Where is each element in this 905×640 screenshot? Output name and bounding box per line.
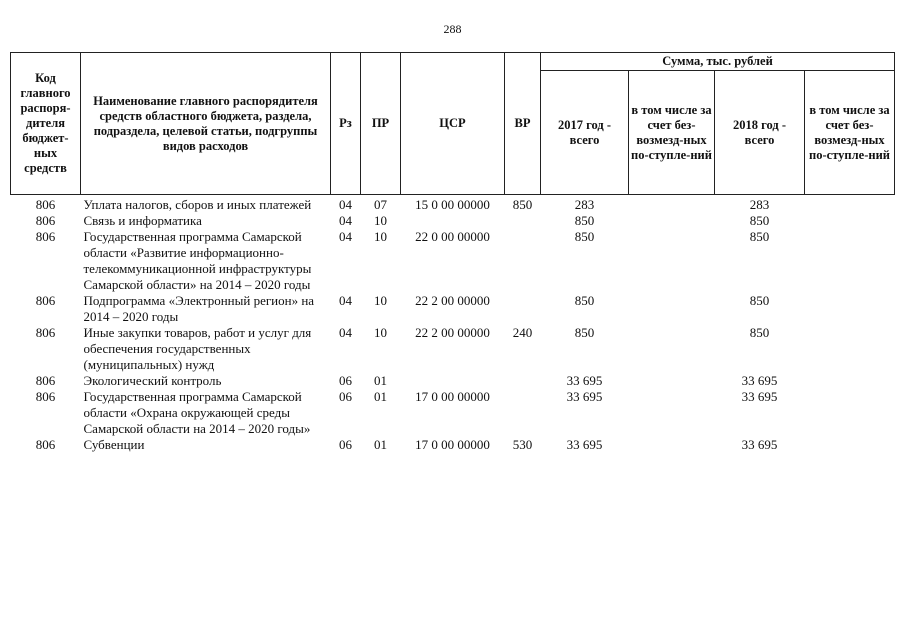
cell-sum-2017: 850	[574, 229, 595, 244]
header-code: Код главного распоря-дителя бюджет-ных средств	[11, 53, 81, 195]
cell-sum-2017: 850	[574, 213, 595, 228]
table-row	[11, 325, 895, 373]
cell-name: Иные закупки товаров, работ и услуг для обеспечения государственных (муниципальных) нужд	[83, 325, 312, 372]
cell-code: 806	[35, 325, 56, 340]
cell-pr: 10	[374, 325, 387, 340]
cell-csr	[401, 213, 505, 229]
table-row	[11, 293, 895, 325]
table-row	[11, 195, 895, 214]
cell-grant-2017	[629, 213, 715, 229]
cell-grant-2018	[805, 229, 895, 293]
cell-pr: 10	[374, 293, 387, 308]
cell-vr: 850	[512, 197, 533, 212]
cell-code: 806	[35, 373, 56, 388]
cell-grant-2017	[629, 195, 715, 214]
cell-name: Подпрограмма «Электронный регион» на 2014 – 2020 годы	[83, 293, 315, 324]
header-csr: ЦСР	[401, 53, 505, 195]
cell-grant-2018	[805, 213, 895, 229]
cell-csr: 22 2 00 00000	[415, 325, 490, 340]
cell-sum-2018: 850	[749, 229, 770, 244]
cell-grant-2017	[629, 325, 715, 373]
cell-grant-2018	[805, 437, 895, 453]
cell-csr	[401, 373, 505, 389]
header-sum-group: Сумма, тыс. рублей	[541, 53, 895, 71]
cell-code: 806	[35, 293, 56, 308]
header-vr: ВР	[505, 53, 541, 195]
cell-rz: 06	[339, 437, 352, 452]
cell-vr: 240	[512, 325, 533, 340]
cell-pr: 10	[374, 229, 387, 244]
cell-pr: 01	[374, 437, 387, 452]
table-row	[11, 437, 895, 453]
table-header	[11, 53, 895, 195]
cell-rz: 04	[339, 213, 352, 228]
cell-sum-2018: 33 695	[741, 373, 778, 388]
cell-code: 806	[35, 389, 56, 404]
page-number: 288	[443, 22, 462, 36]
cell-sum-2018: 283	[749, 197, 770, 212]
cell-csr: 17 0 00 00000	[415, 389, 490, 404]
cell-grant-2017	[629, 373, 715, 389]
cell-code: 806	[35, 197, 56, 212]
cell-vr	[505, 213, 541, 229]
cell-grant-2017	[629, 437, 715, 453]
header-total-2018: 2018 год - всего	[715, 71, 805, 195]
cell-sum-2017: 850	[574, 325, 595, 340]
cell-grant-2018	[805, 373, 895, 389]
cell-grant-2018	[805, 389, 895, 437]
cell-grant-2018	[805, 195, 895, 214]
table-row	[11, 229, 895, 293]
cell-vr: 530	[512, 437, 533, 452]
cell-sum-2018: 850	[749, 293, 770, 308]
cell-sum-2018: 33 695	[741, 437, 778, 452]
cell-pr: 01	[374, 389, 387, 404]
cell-csr: 22 0 00 00000	[415, 229, 490, 244]
cell-rz: 06	[339, 373, 352, 388]
cell-name: Государственная программа Самарской области «Охрана окружающей среды Самарской области на 2014 – 2020 годы»	[83, 389, 311, 436]
cell-pr: 01	[374, 373, 387, 388]
budget-table	[10, 52, 895, 453]
table-row	[11, 373, 895, 389]
cell-sum-2017: 33 695	[566, 389, 603, 404]
header-grant-2018: в том числе за счет без-возмезд-ных по-ступле-ний	[805, 71, 895, 195]
header-pr: ПР	[361, 53, 401, 195]
cell-name: Субвенции	[83, 437, 145, 452]
cell-csr: 22 2 00 00000	[415, 293, 490, 308]
cell-sum-2017: 283	[574, 197, 595, 212]
cell-sum-2017: 33 695	[566, 437, 603, 452]
table-body	[11, 195, 895, 454]
header-name: Наименование главного распорядителя средств областного бюджета, раздела, подраздела, целевой статьи, подгруппы видов расходов	[81, 53, 331, 195]
cell-pr: 10	[374, 213, 387, 228]
cell-sum-2018: 850	[749, 325, 770, 340]
table-row	[11, 213, 895, 229]
cell-csr: 15 0 00 00000	[415, 197, 490, 212]
cell-code: 806	[35, 437, 56, 452]
cell-grant-2017	[629, 293, 715, 325]
cell-grant-2017	[629, 389, 715, 437]
cell-rz: 06	[339, 389, 352, 404]
cell-name: Уплата налогов, сборов и иных платежей	[83, 197, 312, 212]
cell-csr: 17 0 00 00000	[415, 437, 490, 452]
cell-vr	[505, 389, 541, 437]
cell-grant-2018	[805, 293, 895, 325]
cell-grant-2018	[805, 325, 895, 373]
cell-code: 806	[35, 213, 56, 228]
cell-rz: 04	[339, 293, 352, 308]
cell-name: Связь и информатика	[83, 213, 202, 228]
cell-vr	[505, 293, 541, 325]
cell-code: 806	[35, 229, 56, 244]
cell-sum-2018: 850	[749, 213, 770, 228]
cell-rz: 04	[339, 197, 352, 212]
table-row	[11, 389, 895, 437]
cell-vr	[505, 229, 541, 293]
cell-grant-2017	[629, 229, 715, 293]
header-grant-2017: в том числе за счет без-возмезд-ных по-ступле-ний	[629, 71, 715, 195]
cell-sum-2017: 33 695	[566, 373, 603, 388]
cell-pr: 07	[374, 197, 387, 212]
cell-sum-2017: 850	[574, 293, 595, 308]
cell-name: Государственная программа Самарской области «Развитие информационно-телекоммуникационной инфраструктуры Самарской области» на 2014 – 2020 годы	[83, 229, 312, 292]
cell-name: Экологический контроль	[83, 373, 222, 388]
cell-vr	[505, 373, 541, 389]
cell-rz: 04	[339, 229, 352, 244]
cell-rz: 04	[339, 325, 352, 340]
cell-sum-2018: 33 695	[741, 389, 778, 404]
header-rz: Рз	[331, 53, 361, 195]
header-total-2017: 2017 год - всего	[541, 71, 629, 195]
